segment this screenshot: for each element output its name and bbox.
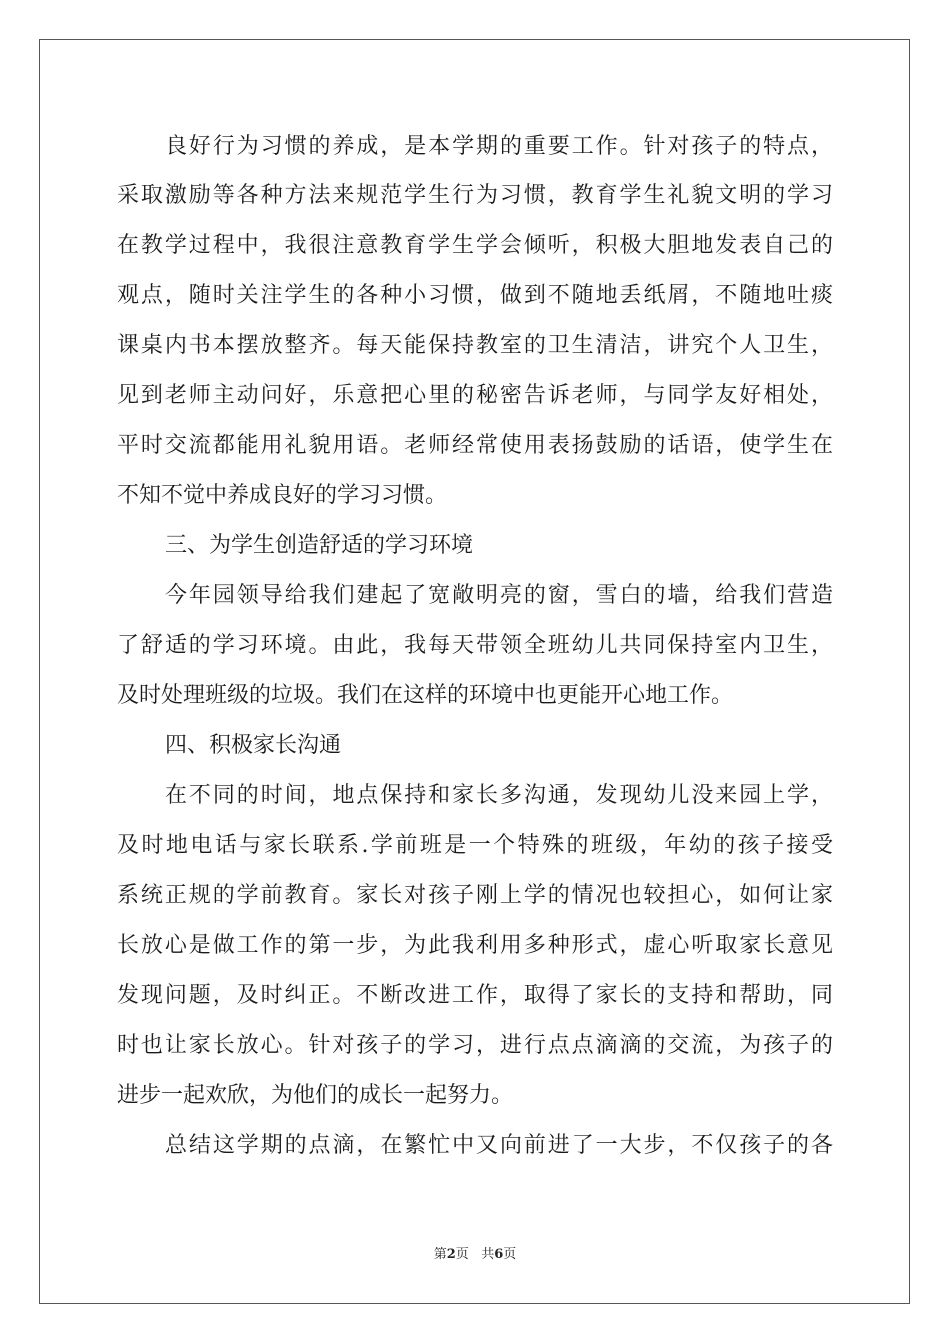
text-line: 长放心是做工作的第一步，为此我利用多种形式，虚心听取家长意见 xyxy=(117,933,833,958)
page-unit: 页 xyxy=(455,1247,469,1262)
text-line: 课桌内书本摆放整齐。每天能保持教室的卫生清洁，讲究个人卫生， xyxy=(117,333,833,358)
page-current: 2 xyxy=(446,1247,456,1262)
total-unit: 页 xyxy=(503,1247,517,1262)
text-line: 观点，随时关注学生的各种小习惯，做到不随地丢纸屑，不随地吐痰 xyxy=(117,283,833,308)
text-line: 不知不觉中养成良好的学习习惯。 xyxy=(117,483,448,508)
text-line: 时也让家长放心。针对孩子的学习，进行点点滴滴的交流，为孩子的 xyxy=(117,1033,833,1058)
text-line: 及时地电话与家长联系.学前班是一个特殊的班级，年幼的孩子接受 xyxy=(117,833,833,858)
text-line: 及时处理班级的垃圾。我们在这样的环境中也更能开心地工作。 xyxy=(117,683,734,708)
text-line: 平时交流都能用礼貌用语。老师经常使用表扬鼓励的话语，使学生在 xyxy=(117,433,833,458)
text-line: 系统正规的学前教育。家长对孩子刚上学的情况也较担心，如何让家 xyxy=(117,883,833,908)
text-line: 了舒适的学习环境。由此，我每天带领全班幼儿共同保持室内卫生， xyxy=(117,633,833,658)
page-border xyxy=(39,39,910,1304)
page-prefix: 第 xyxy=(433,1247,447,1262)
text-line: 见到老师主动问好，乐意把心里的秘密告诉老师，与同学友好相处， xyxy=(117,383,833,408)
text-line: 在不同的时间，地点保持和家长多沟通，发现幼儿没来园上学， xyxy=(165,783,833,808)
page-footer xyxy=(0,1246,950,1264)
text-line: 进步一起欢欣，为他们的成长一起努力。 xyxy=(117,1083,514,1108)
text-line: 今年园领导给我们建起了宽敞明亮的窗，雪白的墙，给我们营造 xyxy=(165,583,833,608)
text-line: 总结这学期的点滴，在繁忙中又向前进了一大步，不仅孩子的各 xyxy=(165,1133,833,1158)
total-prefix: 共 xyxy=(481,1247,495,1262)
page-total: 6 xyxy=(494,1247,504,1262)
text-line: 采取激励等各种方法来规范学生行为习惯，教育学生礼貌文明的学习 xyxy=(117,183,833,208)
text-line: 发现问题，及时纠正。不断改进工作，取得了家长的支持和帮助，同 xyxy=(117,983,833,1008)
text-line: 在教学过程中，我很注意教育学生学会倾听，积极大胆地发表自己的 xyxy=(117,233,833,258)
section-heading: 四、积极家长沟通 xyxy=(165,733,342,758)
section-heading: 三、为学生创造舒适的学习环境 xyxy=(165,533,474,558)
text-line: 良好行为习惯的养成，是本学期的重要工作。针对孩子的特点， xyxy=(165,134,833,159)
